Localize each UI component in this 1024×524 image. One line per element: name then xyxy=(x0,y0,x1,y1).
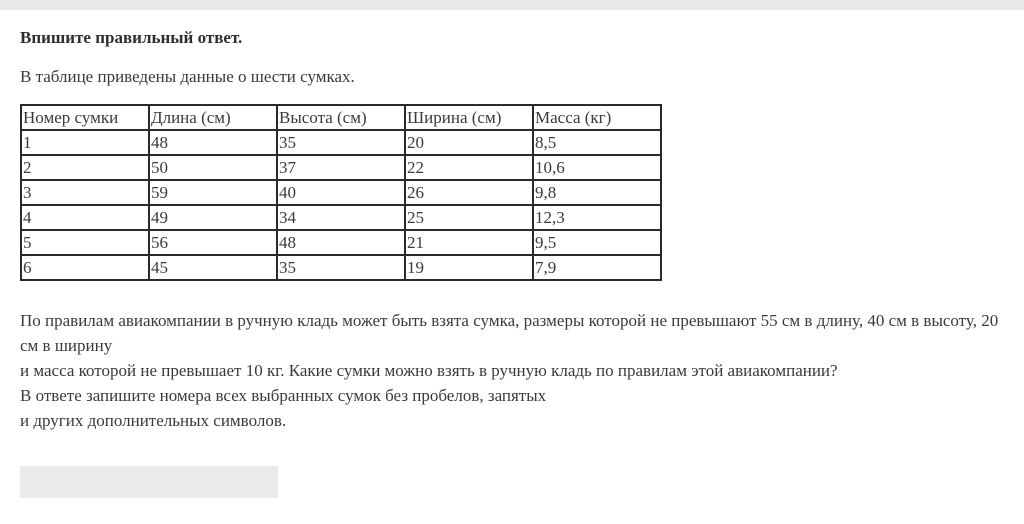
cell-mass: 9,5 xyxy=(533,230,661,255)
cell-bag-number: 1 xyxy=(21,130,149,155)
cell-width: 19 xyxy=(405,255,533,280)
cell-length: 59 xyxy=(149,180,277,205)
header-width: Ширина (см) xyxy=(405,105,533,130)
header-mass: Масса (кг) xyxy=(533,105,661,130)
cell-length: 45 xyxy=(149,255,277,280)
cell-height: 40 xyxy=(277,180,405,205)
cell-mass: 8,5 xyxy=(533,130,661,155)
cell-mass: 9,8 xyxy=(533,180,661,205)
table-row xyxy=(21,205,661,230)
task-intro: В таблице приведены данные о шести сумках. xyxy=(20,67,355,86)
cell-width: 21 xyxy=(405,230,533,255)
cell-height: 37 xyxy=(277,155,405,180)
cell-height: 35 xyxy=(277,255,405,280)
cell-width: 22 xyxy=(405,155,533,180)
cell-width: 25 xyxy=(405,205,533,230)
cell-bag-number: 3 xyxy=(21,180,149,205)
table-row xyxy=(21,130,661,155)
cell-mass: 7,9 xyxy=(533,255,661,280)
cell-length: 49 xyxy=(149,205,277,230)
table-row xyxy=(21,180,661,205)
cell-mass: 12,3 xyxy=(533,205,661,230)
header-length: Длина (см) xyxy=(149,105,277,130)
cell-width: 26 xyxy=(405,180,533,205)
bags-table xyxy=(20,104,662,281)
header-bag-number: Номер сумки xyxy=(21,105,149,130)
header-height: Высота (см) xyxy=(277,105,405,130)
cell-length: 48 xyxy=(149,130,277,155)
answer-input[interactable] xyxy=(20,466,278,498)
problem-line: По правилам авиакомпании в ручную кладь может быть взята сумка, размеры которой не превышают 55 см в длину, 40 см в высоту, 20 см в ширину xyxy=(20,311,999,355)
cell-height: 34 xyxy=(277,205,405,230)
cell-bag-number: 5 xyxy=(21,230,149,255)
task-content xyxy=(20,27,1015,433)
top-bar xyxy=(0,0,1024,10)
table-row xyxy=(21,230,661,255)
task-instruction: Впишите правильный ответ. xyxy=(20,28,243,47)
problem-line: и других дополнительных символов. xyxy=(20,411,287,430)
problem-text xyxy=(20,308,1015,433)
cell-bag-number: 4 xyxy=(21,205,149,230)
cell-width: 20 xyxy=(405,130,533,155)
table-header-row xyxy=(21,105,661,130)
cell-length: 56 xyxy=(149,230,277,255)
table-row xyxy=(21,155,661,180)
table-row xyxy=(21,255,661,280)
cell-length: 50 xyxy=(149,155,277,180)
cell-height: 35 xyxy=(277,130,405,155)
cell-bag-number: 6 xyxy=(21,255,149,280)
cell-height: 48 xyxy=(277,230,405,255)
problem-line: В ответе запишите номера всех выбранных сумок без пробелов, запятых xyxy=(20,386,547,405)
cell-bag-number: 2 xyxy=(21,155,149,180)
cell-mass: 10,6 xyxy=(533,155,661,180)
problem-line: и масса которой не превышает 10 кг. Какие сумки можно взять в ручную кладь по правилам этой авиакомпании? xyxy=(20,361,838,380)
